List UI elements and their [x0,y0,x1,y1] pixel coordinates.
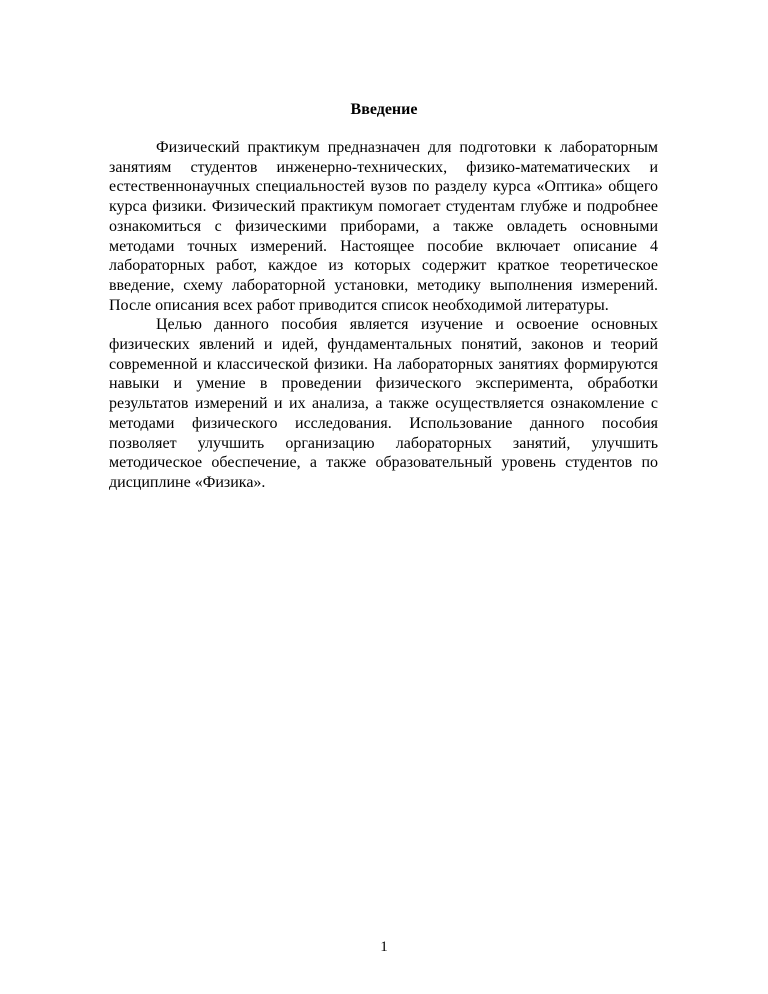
paragraph-2: Целью данного пособия является изучение и освоение основных физических явлений и идей, фундаментальных понятий, законов и теорий современной и классической физики. На лабораторных занятиях формируются навыки и умение в проведении физического эксперимента, обработки результатов измерений и их анализа, а также осуществляется ознакомление с методами физического исследования. Использование данного пособия позволяет улучшить организацию лабораторных занятий, улучшить методическое обеспечение, а также образовательный уровень студентов по дисциплине «Физика». [109,316,658,491]
body-text [109,138,658,493]
paragraph-1: Физический практикум предназначен для подготовки к лабораторным занятиям студентов инженерно-технических, физико-математических и естественнонаучных специальностей вузов по разделу курса «Оптика» общего курса физики. Физический практикум помогает студентам глубже и подробнее ознакомиться с физическими приборами, а также овладеть основными методами точных измерений. Настоящее пособие включает описание 4 лабораторных работ, каждое из которых содержит краткое теоретическое введение, схему лабораторной установки, методику выполнения измерений. После описания всех работ приводится список необходимой литературы. [109,139,658,314]
page-number: 1 [380,939,388,955]
section-title: Введение [350,101,418,118]
